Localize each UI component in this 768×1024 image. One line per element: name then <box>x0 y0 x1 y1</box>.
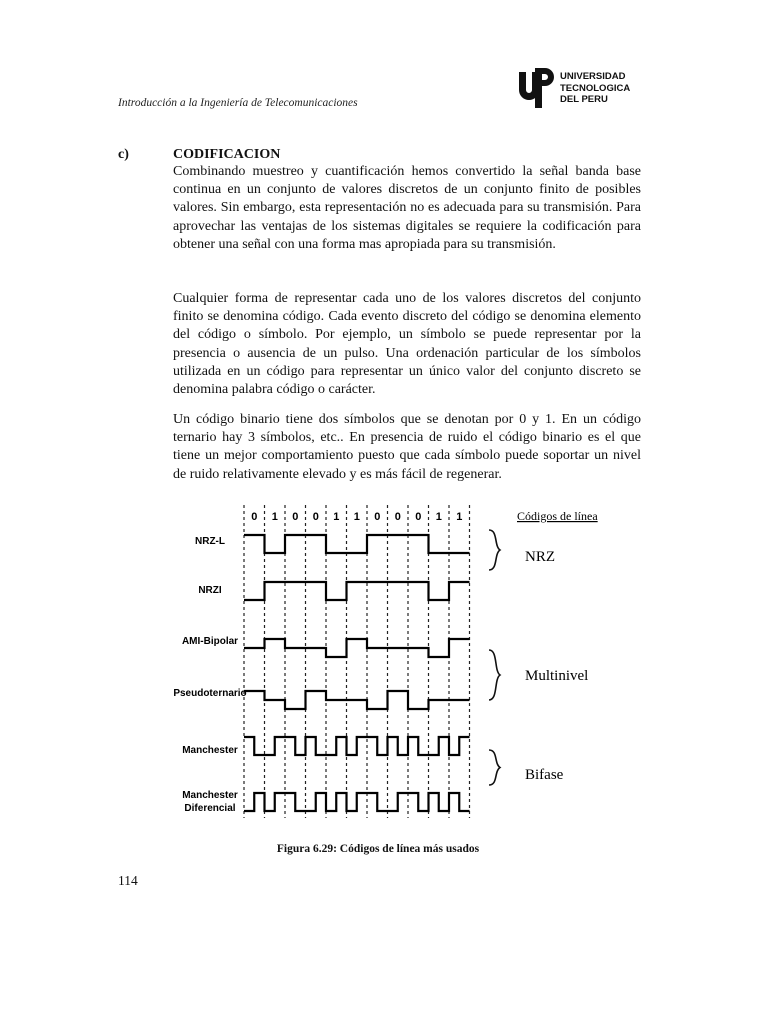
code-label: Pseudoternario <box>173 688 247 699</box>
bit-label: 0 <box>394 511 401 523</box>
figure-heading: Códigos de línea <box>517 509 598 523</box>
group-label: Bifase <box>525 767 564 783</box>
waveform-line <box>244 691 470 709</box>
bit-label: 1 <box>435 511 442 523</box>
group-brace <box>489 750 500 785</box>
university-logo <box>517 66 667 114</box>
bit-label: 0 <box>415 511 422 523</box>
page-number: 114 <box>118 873 138 888</box>
waveform-line <box>244 793 470 811</box>
utp-logo-icon <box>517 66 557 110</box>
group-brace <box>489 650 500 700</box>
section-title: CODIFICACION <box>173 147 281 162</box>
section-letter: c) <box>118 147 129 162</box>
bit-label: 0 <box>374 511 381 523</box>
figure-caption: Figura 6.29: Códigos de línea más usados <box>276 843 480 855</box>
header-title: Introducción a la Ingeniería de Telecomunicaciones <box>118 97 358 109</box>
line-codes-figure <box>118 500 638 840</box>
logo-line: UNIVERSIDAD <box>560 71 626 82</box>
waveform-line <box>244 737 470 755</box>
group-label: Multinivel <box>525 668 589 684</box>
line-codes-diagram <box>118 500 638 840</box>
paragraph: Un código binario tiene dos símbolos que se denotan por 0 y 1. En un código ternario hay 3 símbolos, etc.. En presencia de ruido el código binario es el que tiene un mejor comportamiento puesto que cada símbolo puede soportar un nivel de ruido relativamente elevado y es más fácil de regenerar. <box>173 412 641 482</box>
bit-label: 1 <box>271 511 278 523</box>
group-brace <box>489 530 500 570</box>
bit-label: 0 <box>312 511 319 523</box>
paragraph: Combinando muestreo y cuantificación hemos convertido la señal banda base continua en un conjunto de valores discretos de un conjunto finito de posibles valores. Sin embargo, esta representación no es adecuada para su transmisión. Para aprovechar las ventajas de los sistemas digitales se requiere la codificación para obtener una señal con una forma mas apropiada para su transmisión. <box>173 164 641 252</box>
waveform-line <box>244 582 470 600</box>
code-label: AMI-Bipolar <box>181 636 239 647</box>
group-label: NRZ <box>525 549 555 565</box>
bit-label: 0 <box>251 511 258 523</box>
waveform-line <box>244 535 470 553</box>
code-label: Manchester <box>182 745 238 756</box>
logo-line: DEL PERU <box>560 94 608 105</box>
waveform-line <box>244 639 470 657</box>
bit-label: 1 <box>333 511 340 523</box>
code-label: NRZ-L <box>195 536 225 547</box>
paragraph: Cualquier forma de representar cada uno de los valores discretos del conjunto finito se denomina código. Cada evento discreto del código se denomina elemento del código o símbolo. Por ejemplo, un símbolo se puede representar por la presencia o ausencia de un pulso. Una ordenación particular de los símbolos utilizada en un código para representar un único valor del conjunto discreto se denomina palabra código o carácter. <box>173 291 641 398</box>
bit-label: 0 <box>292 511 299 523</box>
code-label: Manchester Diferencial <box>182 790 238 814</box>
bit-label: 1 <box>456 511 463 523</box>
bit-label: 1 <box>353 511 360 523</box>
logo-text <box>560 71 630 106</box>
logo-line: TECNOLOGICA <box>560 82 631 94</box>
code-label: NRZI <box>198 585 222 596</box>
